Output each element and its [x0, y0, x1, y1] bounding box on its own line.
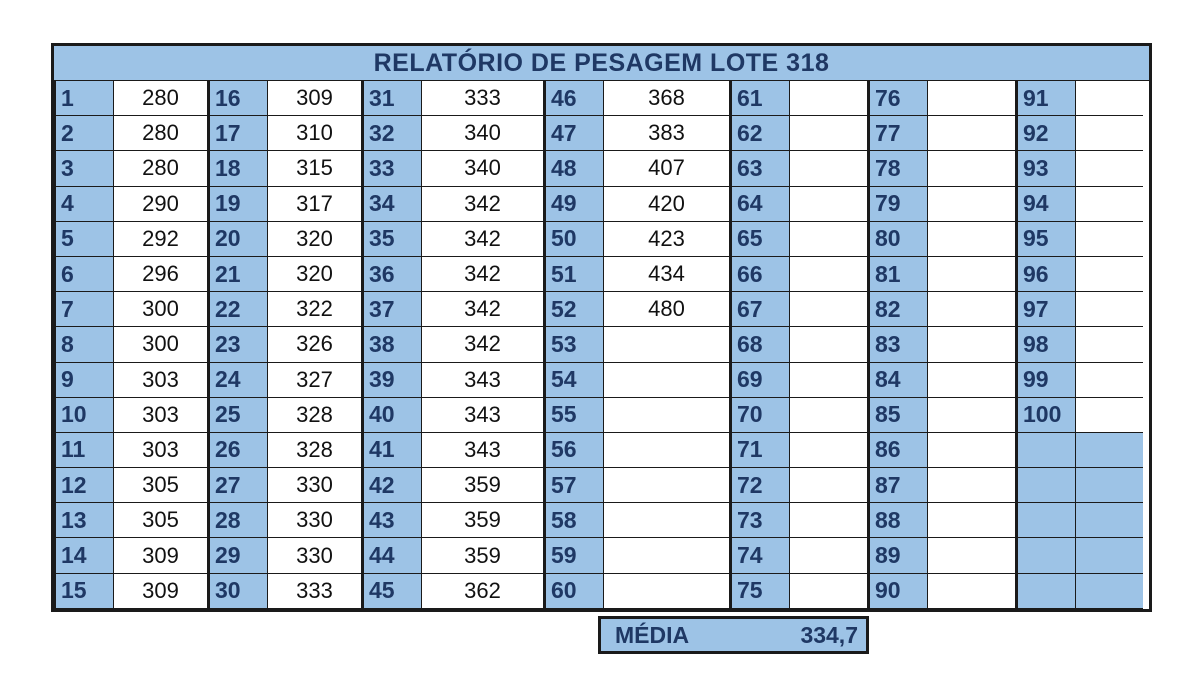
weight-cell [1076, 574, 1143, 609]
weight-cell: 305 [114, 468, 208, 503]
lot-number-cell: 36 [362, 257, 422, 292]
lot-number-cell: 53 [544, 327, 604, 362]
weight-cell [790, 363, 868, 398]
lot-number-cell: 56 [544, 433, 604, 468]
lot-number-cell: 33 [362, 151, 422, 186]
lot-number-cell: 80 [868, 222, 928, 257]
lot-number-cell: 5 [54, 222, 114, 257]
weighing-report [51, 43, 1152, 612]
lot-number-cell: 6 [54, 257, 114, 292]
report-title: RELATÓRIO DE PESAGEM LOTE 318 [51, 43, 1152, 81]
weight-cell: 340 [422, 116, 544, 151]
lot-number-cell: 58 [544, 503, 604, 538]
lot-number-cell: 9 [54, 363, 114, 398]
weight-cell: 330 [268, 538, 362, 573]
weight-cell: 280 [114, 116, 208, 151]
weight-cell: 383 [604, 116, 730, 151]
weight-cell: 300 [114, 327, 208, 362]
lot-number-cell: 59 [544, 538, 604, 573]
weight-cell: 342 [422, 187, 544, 222]
lot-number-cell: 77 [868, 116, 928, 151]
weighing-table [51, 81, 1152, 612]
weight-cell: 333 [422, 81, 544, 116]
lot-number-cell: 85 [868, 398, 928, 433]
lot-number-cell: 31 [362, 81, 422, 116]
lot-number-cell: 43 [362, 503, 422, 538]
lot-number-cell: 44 [362, 538, 422, 573]
lot-number-cell: 94 [1016, 187, 1076, 222]
lot-number-cell: 51 [544, 257, 604, 292]
weight-cell [928, 468, 1016, 503]
weight-cell [604, 538, 730, 573]
weight-cell [790, 433, 868, 468]
lot-number-cell: 83 [868, 327, 928, 362]
weight-cell [1076, 116, 1143, 151]
weight-cell: 342 [422, 327, 544, 362]
lot-number-cell: 8 [54, 327, 114, 362]
lot-number-cell: 48 [544, 151, 604, 186]
lot-number-cell: 76 [868, 81, 928, 116]
weight-cell: 327 [268, 363, 362, 398]
lot-number-cell: 100 [1016, 398, 1076, 433]
weight-cell [1076, 327, 1143, 362]
weight-cell [604, 433, 730, 468]
lot-number-cell: 79 [868, 187, 928, 222]
weight-cell: 480 [604, 292, 730, 327]
lot-number-cell: 39 [362, 363, 422, 398]
lot-number-cell: 45 [362, 574, 422, 609]
weight-cell [1076, 363, 1143, 398]
weight-cell: 305 [114, 503, 208, 538]
weight-cell [1076, 151, 1143, 186]
lot-number-cell: 50 [544, 222, 604, 257]
weight-cell [928, 363, 1016, 398]
lot-number-cell: 28 [208, 503, 268, 538]
lot-number-cell: 2 [54, 116, 114, 151]
lot-number-cell: 70 [730, 398, 790, 433]
weight-cell: 342 [422, 257, 544, 292]
lot-number-cell: 41 [362, 433, 422, 468]
lot-number-cell: 52 [544, 292, 604, 327]
lot-number-cell: 93 [1016, 151, 1076, 186]
lot-number-cell: 38 [362, 327, 422, 362]
lot-number-cell: 18 [208, 151, 268, 186]
lot-number-cell [1016, 503, 1076, 538]
weight-cell [790, 222, 868, 257]
weight-cell [604, 398, 730, 433]
lot-number-cell: 90 [868, 574, 928, 609]
weight-cell [928, 151, 1016, 186]
weight-cell: 328 [268, 433, 362, 468]
lot-number-cell: 73 [730, 503, 790, 538]
weight-cell: 303 [114, 363, 208, 398]
lot-number-cell [1016, 433, 1076, 468]
weight-cell [604, 327, 730, 362]
weight-cell: 320 [268, 222, 362, 257]
weight-cell: 407 [604, 151, 730, 186]
weight-cell: 330 [268, 503, 362, 538]
lot-number-cell: 25 [208, 398, 268, 433]
lot-number-cell: 95 [1016, 222, 1076, 257]
lot-number-cell: 84 [868, 363, 928, 398]
lot-number-cell [1016, 468, 1076, 503]
weight-cell: 342 [422, 222, 544, 257]
lot-number-cell: 42 [362, 468, 422, 503]
lot-number-cell: 72 [730, 468, 790, 503]
lot-number-cell: 12 [54, 468, 114, 503]
weight-cell: 362 [422, 574, 544, 609]
weight-cell [928, 538, 1016, 573]
lot-number-cell: 19 [208, 187, 268, 222]
weight-cell [604, 468, 730, 503]
lot-number-cell: 98 [1016, 327, 1076, 362]
lot-number-cell: 40 [362, 398, 422, 433]
weight-cell [928, 574, 1016, 609]
weight-cell: 309 [268, 81, 362, 116]
weight-cell: 328 [268, 398, 362, 433]
weight-cell: 280 [114, 81, 208, 116]
average-value: 334,7 [800, 621, 858, 648]
lot-number-cell: 16 [208, 81, 268, 116]
weight-cell [790, 468, 868, 503]
weight-cell [1076, 433, 1143, 468]
lot-number-cell: 11 [54, 433, 114, 468]
lot-number-cell: 66 [730, 257, 790, 292]
weight-cell [928, 398, 1016, 433]
weight-cell [1076, 81, 1143, 116]
weight-cell: 309 [114, 574, 208, 609]
lot-number-cell: 13 [54, 503, 114, 538]
weight-cell [1076, 503, 1143, 538]
weight-cell [928, 257, 1016, 292]
weight-cell: 280 [114, 151, 208, 186]
weight-cell [790, 81, 868, 116]
weight-cell: 343 [422, 433, 544, 468]
weight-cell: 434 [604, 257, 730, 292]
weight-cell [928, 503, 1016, 538]
lot-number-cell: 32 [362, 116, 422, 151]
lot-number-cell: 1 [54, 81, 114, 116]
weight-cell [928, 433, 1016, 468]
lot-number-cell: 4 [54, 187, 114, 222]
lot-number-cell: 30 [208, 574, 268, 609]
weight-cell [790, 327, 868, 362]
weight-cell [1076, 257, 1143, 292]
lot-number-cell: 23 [208, 327, 268, 362]
lot-number-cell: 60 [544, 574, 604, 609]
lot-number-cell: 63 [730, 151, 790, 186]
weight-cell [790, 116, 868, 151]
lot-number-cell: 68 [730, 327, 790, 362]
lot-number-cell: 14 [54, 538, 114, 573]
lot-number-cell: 88 [868, 503, 928, 538]
lot-number-cell: 75 [730, 574, 790, 609]
weight-cell: 300 [114, 292, 208, 327]
weight-cell: 342 [422, 292, 544, 327]
average-label: MÉDIA [615, 621, 690, 648]
lot-number-cell: 35 [362, 222, 422, 257]
lot-number-cell: 17 [208, 116, 268, 151]
weight-cell [928, 116, 1016, 151]
lot-number-cell: 10 [54, 398, 114, 433]
weight-cell [790, 257, 868, 292]
weight-cell [928, 327, 1016, 362]
weight-cell [790, 187, 868, 222]
weight-cell [1076, 222, 1143, 257]
lot-number-cell: 89 [868, 538, 928, 573]
lot-number-cell: 61 [730, 81, 790, 116]
weight-cell [1076, 468, 1143, 503]
lot-number-cell: 74 [730, 538, 790, 573]
weight-cell: 315 [268, 151, 362, 186]
lot-number-cell: 54 [544, 363, 604, 398]
weight-cell: 310 [268, 116, 362, 151]
lot-number-cell: 7 [54, 292, 114, 327]
weight-cell: 290 [114, 187, 208, 222]
lot-number-cell: 91 [1016, 81, 1076, 116]
lot-number-cell: 29 [208, 538, 268, 573]
weight-cell: 330 [268, 468, 362, 503]
lot-number-cell: 82 [868, 292, 928, 327]
weight-cell [1076, 292, 1143, 327]
lot-number-cell: 46 [544, 81, 604, 116]
weight-cell [928, 81, 1016, 116]
weight-cell: 322 [268, 292, 362, 327]
lot-number-cell: 62 [730, 116, 790, 151]
lot-number-cell [1016, 538, 1076, 573]
average-summary [598, 616, 869, 654]
lot-number-cell: 99 [1016, 363, 1076, 398]
lot-number-cell: 37 [362, 292, 422, 327]
lot-number-cell: 69 [730, 363, 790, 398]
weight-cell [928, 222, 1016, 257]
weight-cell: 359 [422, 468, 544, 503]
weight-cell [1076, 538, 1143, 573]
lot-number-cell: 81 [868, 257, 928, 292]
weight-cell [604, 363, 730, 398]
weight-cell: 343 [422, 398, 544, 433]
lot-number-cell: 27 [208, 468, 268, 503]
weight-cell [604, 503, 730, 538]
weight-cell: 296 [114, 257, 208, 292]
lot-number-cell: 34 [362, 187, 422, 222]
weight-cell: 309 [114, 538, 208, 573]
weight-cell [790, 503, 868, 538]
weight-cell: 292 [114, 222, 208, 257]
weight-cell: 303 [114, 433, 208, 468]
lot-number-cell: 3 [54, 151, 114, 186]
lot-number-cell: 15 [54, 574, 114, 609]
weight-cell [790, 538, 868, 573]
weight-cell: 368 [604, 81, 730, 116]
lot-number-cell: 71 [730, 433, 790, 468]
weight-cell [604, 574, 730, 609]
weight-cell [928, 292, 1016, 327]
weight-cell: 303 [114, 398, 208, 433]
lot-number-cell [1016, 574, 1076, 609]
lot-number-cell: 57 [544, 468, 604, 503]
lot-number-cell: 22 [208, 292, 268, 327]
lot-number-cell: 24 [208, 363, 268, 398]
weight-cell [790, 151, 868, 186]
weight-cell [790, 398, 868, 433]
lot-number-cell: 49 [544, 187, 604, 222]
lot-number-cell: 67 [730, 292, 790, 327]
weight-cell: 423 [604, 222, 730, 257]
weight-cell: 317 [268, 187, 362, 222]
weight-cell: 343 [422, 363, 544, 398]
lot-number-cell: 87 [868, 468, 928, 503]
weight-cell: 326 [268, 327, 362, 362]
lot-number-cell: 20 [208, 222, 268, 257]
lot-number-cell: 97 [1016, 292, 1076, 327]
weight-cell [1076, 187, 1143, 222]
lot-number-cell: 21 [208, 257, 268, 292]
weight-cell [790, 292, 868, 327]
lot-number-cell: 65 [730, 222, 790, 257]
weight-cell: 420 [604, 187, 730, 222]
weight-cell: 340 [422, 151, 544, 186]
lot-number-cell: 64 [730, 187, 790, 222]
weight-cell: 333 [268, 574, 362, 609]
weight-cell: 320 [268, 257, 362, 292]
weight-cell [928, 187, 1016, 222]
weight-cell: 359 [422, 503, 544, 538]
lot-number-cell: 86 [868, 433, 928, 468]
lot-number-cell: 47 [544, 116, 604, 151]
weight-cell [1076, 398, 1143, 433]
lot-number-cell: 26 [208, 433, 268, 468]
lot-number-cell: 92 [1016, 116, 1076, 151]
lot-number-cell: 96 [1016, 257, 1076, 292]
weight-cell: 359 [422, 538, 544, 573]
lot-number-cell: 78 [868, 151, 928, 186]
lot-number-cell: 55 [544, 398, 604, 433]
weight-cell [790, 574, 868, 609]
